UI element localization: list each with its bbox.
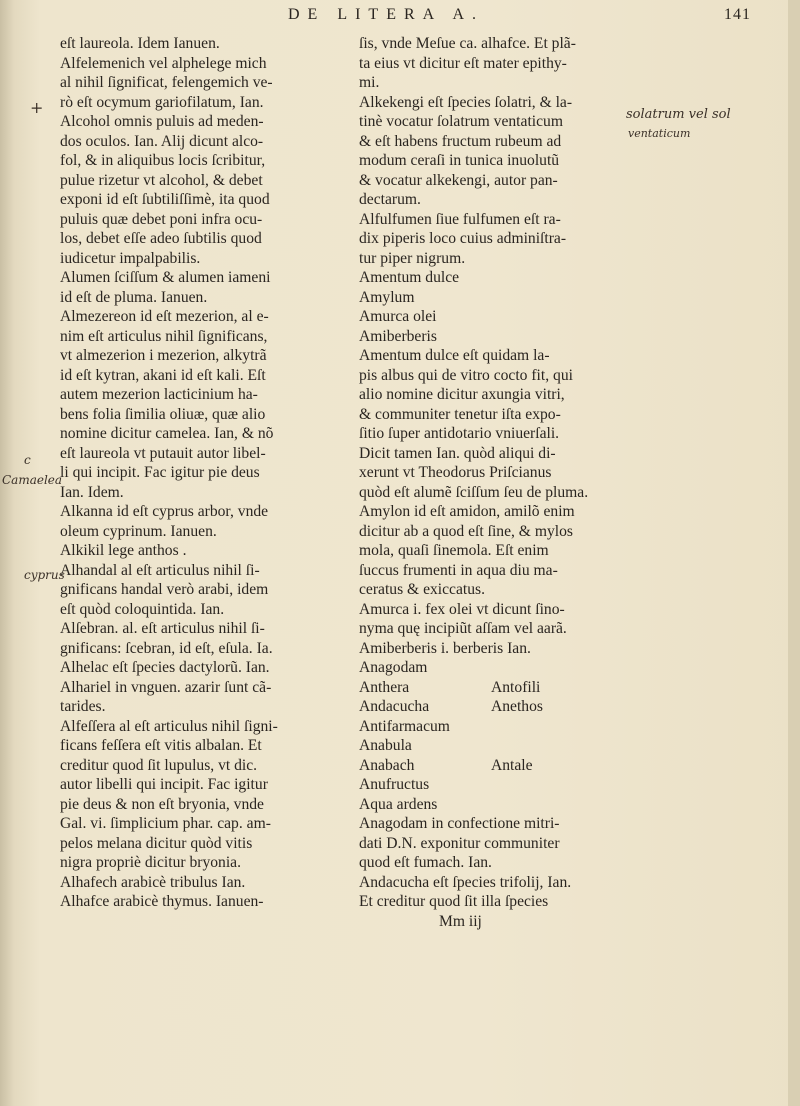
left-column-line: eſt laureola. Idem Ianuen.	[60, 35, 220, 52]
term-list-item: Anthera	[359, 678, 410, 696]
left-column-line: gnificans handal verò arabi, idem	[60, 581, 269, 598]
right-column-line: & communiter tenetur iſta expo-	[359, 405, 561, 423]
margin-note-cyprus: cyprus	[24, 568, 65, 582]
right-column-line: mola, quaſi ſinemola. Eſt enim	[359, 542, 549, 559]
right-column-line: tur piper nigrum.	[359, 249, 466, 267]
left-column-line: oleum cyprinum. Ianuen.	[60, 522, 217, 540]
margin-note-solatrum: solatrum vel sol	[626, 107, 731, 122]
right-column-line: Amiberberis i. berberis Ian.	[359, 639, 531, 657]
left-column-line: exponi id eſt ſubtiliſſimè, ita quod	[60, 191, 270, 208]
left-column-line: fol, & in aliquibus locis ſcribitur,	[60, 152, 266, 169]
right-column-line: Alkekengi eſt ſpecies ſolatri, & la-	[359, 93, 573, 111]
right-column-line: Alfulfumen ſiue fulfumen eſt ra-	[359, 210, 561, 228]
left-column-line: creditur quod ſit lupulus, vt dic.	[60, 756, 258, 774]
right-column-line: mi.	[359, 74, 380, 91]
right-column-line: ta eius vt dicitur eſt mater epithy-	[359, 54, 567, 72]
left-column-line: Ian. Idem.	[60, 483, 124, 501]
left-column-line: id eſt kytran, akani id eſt kali. Eſt	[60, 366, 266, 384]
term-list-item: Anagodam	[359, 659, 428, 676]
term-list-item: Antale	[491, 756, 533, 774]
right-column-line: Amylon id eſt amidon, amilõ enim	[359, 503, 575, 520]
right-column-line: ſitio ſuper antidotario vniuerſali.	[359, 425, 560, 442]
right-column-line: Anagodam in confectione mitri-	[359, 815, 560, 832]
right-column-line: nyma quę incipiũt aſſam vel aarã.	[359, 620, 567, 637]
margin-note-c: c	[24, 453, 31, 467]
right-column-line: & eſt habens fructum rubeum ad	[359, 132, 562, 150]
left-column-line: ficans feſſera eſt vitis albalan. Et	[60, 737, 262, 754]
term-list-item: Antofili	[491, 678, 541, 696]
left-column-line: Alfeſſera al eſt articulus nihil ſigni-	[60, 717, 278, 735]
margin-note-ventaticum: ventaticum	[628, 127, 691, 140]
term-list-item: Andacucha	[359, 698, 430, 715]
term-list-item	[491, 736, 631, 756]
right-column-line: Amurca i. fex olei vt dicunt ſino-	[359, 600, 565, 618]
signature-mark: Mm iij	[439, 912, 482, 930]
term-list-item: Anethos	[491, 698, 543, 715]
left-column-line: Alhariel in vnguen. azarir ſunt cã-	[60, 678, 272, 696]
left-column	[60, 34, 352, 912]
page-edge	[788, 0, 800, 1106]
left-column-line: nigra propriè dicitur bryonia.	[60, 854, 242, 871]
left-column-line: nomine dicitur camelea. Ian, & nõ	[60, 425, 274, 442]
margin-cross-mark: +	[30, 98, 44, 117]
term-list-item	[491, 717, 631, 737]
left-column-line: pulue rizetur vt alcohol, & debet	[60, 171, 263, 189]
right-column-line: alio nomine dicitur axungia vitri,	[359, 386, 565, 403]
term-list-item: Anabach	[359, 756, 415, 774]
right-column-line: dati D.N. exponitur communiter	[359, 834, 560, 852]
right-column-line: ſis, vnde Meſue ca. alhafce. Et plã-	[359, 35, 576, 52]
right-column-line: Amiberberis	[359, 327, 437, 345]
term-list-item: Anabula	[359, 737, 412, 754]
right-column-line: & vocatur alkekengi, autor pan-	[359, 171, 558, 189]
term-list-item: Antifarmacum	[359, 717, 450, 735]
margin-note-camaelea: Camaelea	[2, 473, 63, 487]
left-column-line: Alkikil lege anthos .	[60, 542, 187, 559]
left-column-line: Alhelac eſt ſpecies dactylorũ. Ian.	[60, 659, 270, 676]
running-title: DE LITERA A.	[288, 6, 484, 23]
left-column-line: eſt quòd coloquintida. Ian.	[60, 600, 225, 618]
right-column-line: modum ceraſi in tunica inuolutũ	[359, 152, 560, 169]
left-column-line: eſt laureola vt putauit autor libel-	[60, 444, 266, 462]
term-list-item	[491, 795, 631, 815]
left-column-line: gnificans: ſcebran, id eſt, eſula. Ia.	[60, 639, 273, 657]
left-column-line: Alhafech arabicè tribulus Ian.	[60, 873, 246, 891]
folio-number: 141	[724, 6, 751, 23]
left-column-line: id eſt de pluma. Ianuen.	[60, 288, 208, 306]
right-column-line: quod eſt fumach. Ian.	[359, 854, 492, 871]
left-column-line: iudicetur impalpabilis.	[60, 249, 201, 267]
left-column-line: Alhandal al eſt articulus nihil ſi-	[60, 561, 260, 579]
right-column	[359, 34, 634, 931]
right-column-line: dix piperis loco cuius adminiſtra-	[359, 230, 567, 247]
term-list-item: Anufructus	[359, 776, 430, 793]
right-column-line: quòd eſt alumẽ ſciſſum ſeu de pluma.	[359, 483, 589, 501]
left-column-line: puluis quæ debet poni infra ocu-	[60, 210, 263, 228]
right-column-line: Et creditur quod ſit illa ſpecies	[359, 893, 549, 910]
left-column-line: autor libelli qui incipit. Fac igitur	[60, 776, 268, 793]
left-column-line: Alkanna id eſt cyprus arbor, vnde	[60, 503, 269, 520]
right-column-line: dicitur ab a quod eſt ſine, & mylos	[359, 522, 573, 540]
left-column-line: vt almezerion i mezerion, alkytrã	[60, 347, 267, 364]
term-list	[359, 658, 634, 814]
right-column-line: pis albus qui de vitro cocto fit, qui	[359, 366, 573, 384]
left-column-line: dos oculos. Ian. Alij dicunt alco-	[60, 132, 264, 150]
right-column-line: Amentum dulce	[359, 269, 460, 286]
right-column-line: Andacucha eſt ſpecies trifolij, Ian.	[359, 873, 572, 891]
left-column-line: al nihil ſignificat, felengemich ve-	[60, 74, 273, 91]
left-column-line: rò eſt ocymum gariofilatum, Ian.	[60, 93, 264, 111]
left-column-line: pie deus & non eſt bryonia, vnde	[60, 795, 264, 813]
right-column-line: dectarum.	[359, 191, 421, 208]
right-column-line: xerunt vt Theodorus Priſcianus	[359, 464, 552, 481]
left-column-line: Alhafce arabicè thymus. Ianuen-	[60, 893, 264, 910]
right-column-line: Dicit tamen Ian. quòd aliqui di-	[359, 444, 556, 462]
right-column-line: Amylum	[359, 288, 415, 306]
left-column-line: nim eſt articulus nihil ſignificans,	[60, 327, 268, 345]
left-column-line: Alſebran. al. eſt articulus nihil ſi-	[60, 620, 265, 637]
left-column-line: tarides.	[60, 698, 106, 715]
term-list-item	[491, 658, 631, 678]
right-column-continuation	[359, 814, 634, 912]
right-column-line: Amentum dulce eſt quidam la-	[359, 347, 550, 364]
left-column-line: Alumen ſciſſum & alumen iameni	[60, 269, 271, 286]
right-column-line: tinè vocatur ſolatrum ventaticum	[359, 113, 563, 130]
left-column-line: li qui incipit. Fac igitur pie deus	[60, 464, 260, 481]
term-list-item	[491, 775, 631, 795]
left-column-line: pelos melana dicitur quòd vitis	[60, 834, 253, 852]
left-column-line: bens folia ſimilia oliuæ, quæ alio	[60, 405, 266, 423]
right-column-line: ceratus & exiccatus.	[359, 581, 485, 598]
left-column-line: Alfelemenich vel alphelege mich	[60, 54, 267, 72]
left-column-line: autem mezerion lacticinium ha-	[60, 386, 258, 403]
right-column-line: ſuccus frumenti in aqua diu ma-	[359, 561, 558, 579]
right-column-entries	[359, 34, 634, 658]
term-list-item: Aqua ardens	[359, 795, 438, 813]
left-column-line: los, debet eſſe adeo ſubtilis quod	[60, 230, 262, 247]
left-column-line: Alcohol omnis puluis ad meden-	[60, 113, 264, 130]
running-header	[0, 4, 800, 28]
left-column-line: Gal. vi. ſimplicium phar. cap. am-	[60, 815, 271, 832]
left-column-line: Almezereon id eſt mezerion, al e-	[60, 308, 269, 325]
right-column-line: Amurca olei	[359, 308, 437, 325]
